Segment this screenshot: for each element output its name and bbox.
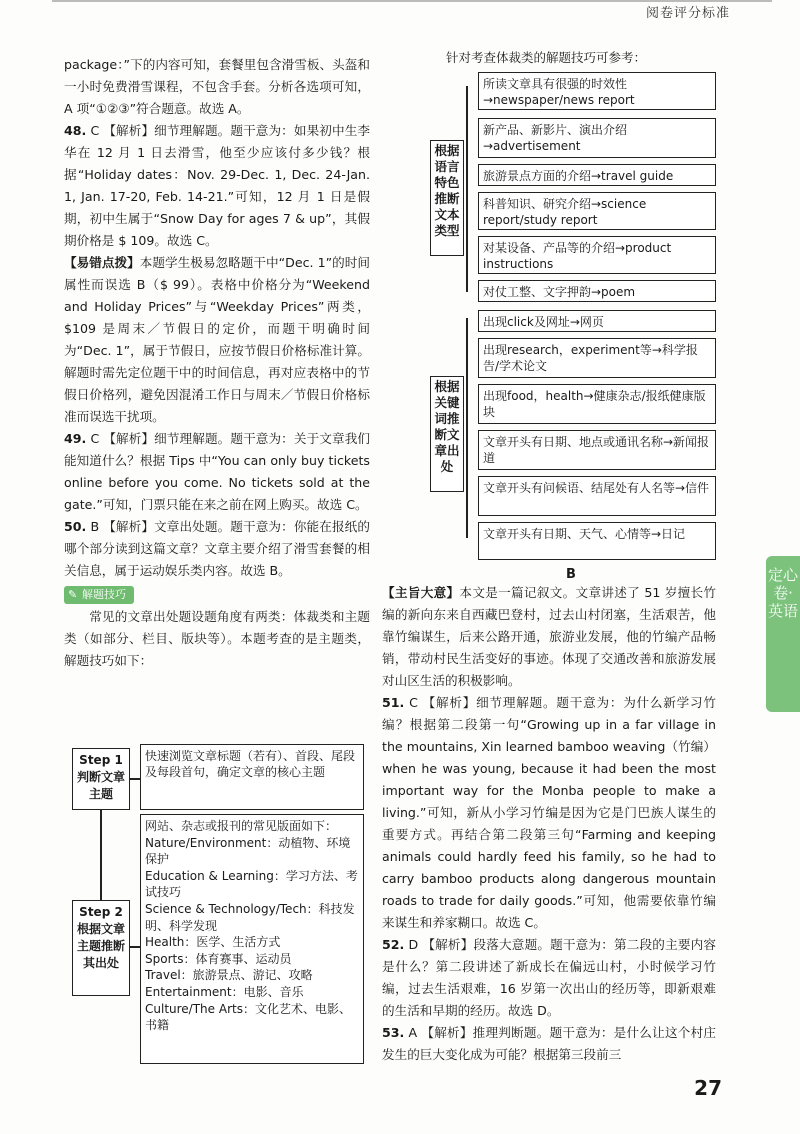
q49-text: C 【解析】细节理解题。题干意为：关于文章我们能知道什么？根据 Tips 中“You can only buy tickets online before you come. No tickets sold at the gate.”可知，门票只能在来之前在网上购买。故选 C。 [64, 431, 370, 512]
q52-number: 52. [382, 937, 405, 952]
q50-number: 50. [64, 519, 87, 534]
step2-item: Entertainment：电影、音乐 [145, 984, 304, 999]
question-48 [64, 120, 370, 252]
step2-item: Travel：旅游景点、游记、攻略 [145, 968, 313, 983]
step1-connector [130, 778, 140, 780]
group2-item: 文章开头有日期、天气、心情等→日记 [478, 522, 716, 560]
right-column [382, 582, 716, 1066]
group1-item: 新产品、新影片、演出介绍→advertisement [478, 118, 716, 158]
step2-title: 网站、杂志或报刊的常见版面如下： [145, 819, 338, 833]
group1-item: 对某设备、产品等的介绍→product instructions [478, 236, 716, 274]
group1-bracket [466, 86, 468, 292]
step1-label: Step 1 判断文章主题 [72, 748, 130, 810]
q48-tip-text: 本题学生极易忽略题干中“Dec. 1”的时间属性而误选 B（$ 99）。表格中价格分为“Weekend and Holiday Prices”与“Weekday Prices”两类，$109 是周末／节假日的定价，而题干明确时间为“Dec. 1”，属于节假日，应按节假日价格标准计算。解题时需先定位题干中的时间信息，再对应表格中的节假日价格列，避免因混淆工作日与周末／节假日价格标准而误选干扰项。 [64, 255, 371, 424]
q49-number: 49. [64, 431, 87, 446]
flow-connector-vertical [100, 810, 102, 900]
genre-intro: 针对考查体裁类的解题技巧可参考： [446, 50, 647, 65]
paragraph-continued: package：”下的内容可知，套餐里包含滑雪板、头盔和一小时免费滑雪课程，不包含手套。分析各选项可知，A 项“①②③”符合题意。故选 A。 [64, 57, 370, 116]
q52-text: D 【解析】段落大意题。题干意为：第二段的主要内容是什么？第二段讲述了新成长在偏远山村，小时候学习竹编，过去生活艰难，16 岁第一次出山的经历等，即新艰难的生活和早期的经历。故选 D。 [382, 937, 716, 1018]
step2-item: Health：医学、生活方式 [145, 935, 281, 950]
q48-tip [64, 252, 370, 428]
q53-number: 53. [382, 1025, 405, 1040]
main-idea-tag: 【主旨大意】 [382, 585, 460, 600]
question-53 [382, 1022, 716, 1066]
q48-number: 48. [64, 123, 87, 138]
q51-text: C 【解析】细节理解题。题干意为：为什么新学习竹编？根据第二段第一句“Growing up in a far village in the mountains, Xin learned bamboo weaving（竹编）when he was young, because it had been the most important way for the Monba people to make a living.”可知，新从小学习竹编是因为它是门巴族人谋生的重要方式。再结合第二段第三句“Farming and keeping animals could hardly feed his family, so he had to carry bamboo products along dangerous mountain roads to trade for daily goods.”可知，他需要依靠竹编来谋生和养家糊口。故选 C。 [382, 695, 716, 930]
question-50 [64, 516, 370, 582]
technique-intro: 常见的文章出处题设题角度有两类：体裁类和主题类（如部分、栏目、版块等）。本题考查的是主题类，解题技巧如下： [64, 609, 370, 668]
left-column [64, 54, 370, 672]
step2-item: Culture/The Arts：文化艺术、电影、书籍 [145, 1001, 351, 1033]
step1-description: 快速浏览文章标题（若有）、首段、尾段及每段首句，确定文章的核心主题 [140, 744, 364, 810]
question-49 [64, 428, 370, 516]
step2-label: Step 2 根据文章主题推断其出处 [72, 900, 130, 996]
group2-label: 根据关键词推断文章出处 [430, 376, 464, 492]
q48-text: C 【解析】细节理解题。题干意为：如果初中生李华在 12 月 1 日去滑雪，他至少应该付多少钱？根据“Holiday dates：Nov. 29-Dec. 1, Dec. 24-Jan. 1, Jan. 17-20, Feb. 14-21.”可知，12 月 1 日是假期，初中生属于“Snow Day for ages 7 & up”，其假期价格是 $ 109。故选 C。 [64, 123, 370, 248]
main-idea [382, 582, 716, 692]
group2-item: 出现research，experiment等→科学报告/学术论文 [478, 338, 716, 378]
group2-item: 文章开头有日期、地点或通讯名称→新闻报道 [478, 430, 716, 470]
group1-item: 科普知识、研究介绍→science report/study report [478, 192, 716, 230]
tips-badge: ✎ 解题技巧 [64, 586, 134, 604]
q50-text: B 【解析】文章出处题。题干意为：你能在报纸的哪个部分读到这篇文章？文章主要介绍了滑雪套餐的相关信息，属于运动娱乐类内容。故选 B。 [64, 519, 370, 578]
step2-description [140, 814, 364, 1064]
question-52 [382, 934, 716, 1022]
group2-item: 文章开头有问候语、结尾处有人名等→信件 [478, 476, 716, 516]
page-number: 27 [694, 1076, 722, 1100]
step2-connector [130, 946, 140, 948]
q53-text: A 【解析】推理判断题。题干意为：是什么让这个村庄发生的巨大变化成为可能？根据第三段前三 [382, 1025, 716, 1062]
section-heading: B [566, 567, 576, 582]
step2-item: Nature/Environment：动植物、环境保护 [145, 835, 351, 867]
q48-tip-tag: 【易错点拨】 [64, 255, 140, 270]
group2-bracket [466, 318, 468, 538]
step2-item: Education & Learning：学习方法、考试技巧 [145, 868, 358, 900]
main-idea-text: 本文是一篇记叙文。文章讲述了 51 岁擅长竹编的新向东来自西藏巴登村，过去山村闭塞，生活艰苦，他靠竹编谋生，后来公路开通，旅游业发展，他的竹编产品畅销，带动村民生活变好的事迹。体现了交通改善和旅游发展对山区生活的积极影响。 [382, 585, 716, 688]
group2-item: 出现food，health→健康杂志/报纸健康版块 [478, 384, 716, 424]
question-51 [382, 692, 716, 934]
group1-label: 根据语言特色推断文本类型 [430, 140, 464, 256]
running-header: 阅卷评分标准 [645, 6, 730, 21]
group1-item: 对仗工整、文字押韵→poem [478, 280, 716, 302]
q51-number: 51. [382, 695, 405, 710]
group1-item: 旅游景点方面的介绍→travel guide [478, 164, 716, 186]
step2-item: Sports：体育赛事、运动员 [145, 951, 292, 966]
step2-item: Science & Technology/Tech：科技发明、科学发现 [145, 901, 355, 933]
side-tab: 定心卷·英语 [766, 556, 800, 712]
group2-item: 出现click及网址→网页 [478, 310, 716, 332]
group1-item: 所读文章具有很强的时效性→newspaper/news report [478, 72, 716, 110]
